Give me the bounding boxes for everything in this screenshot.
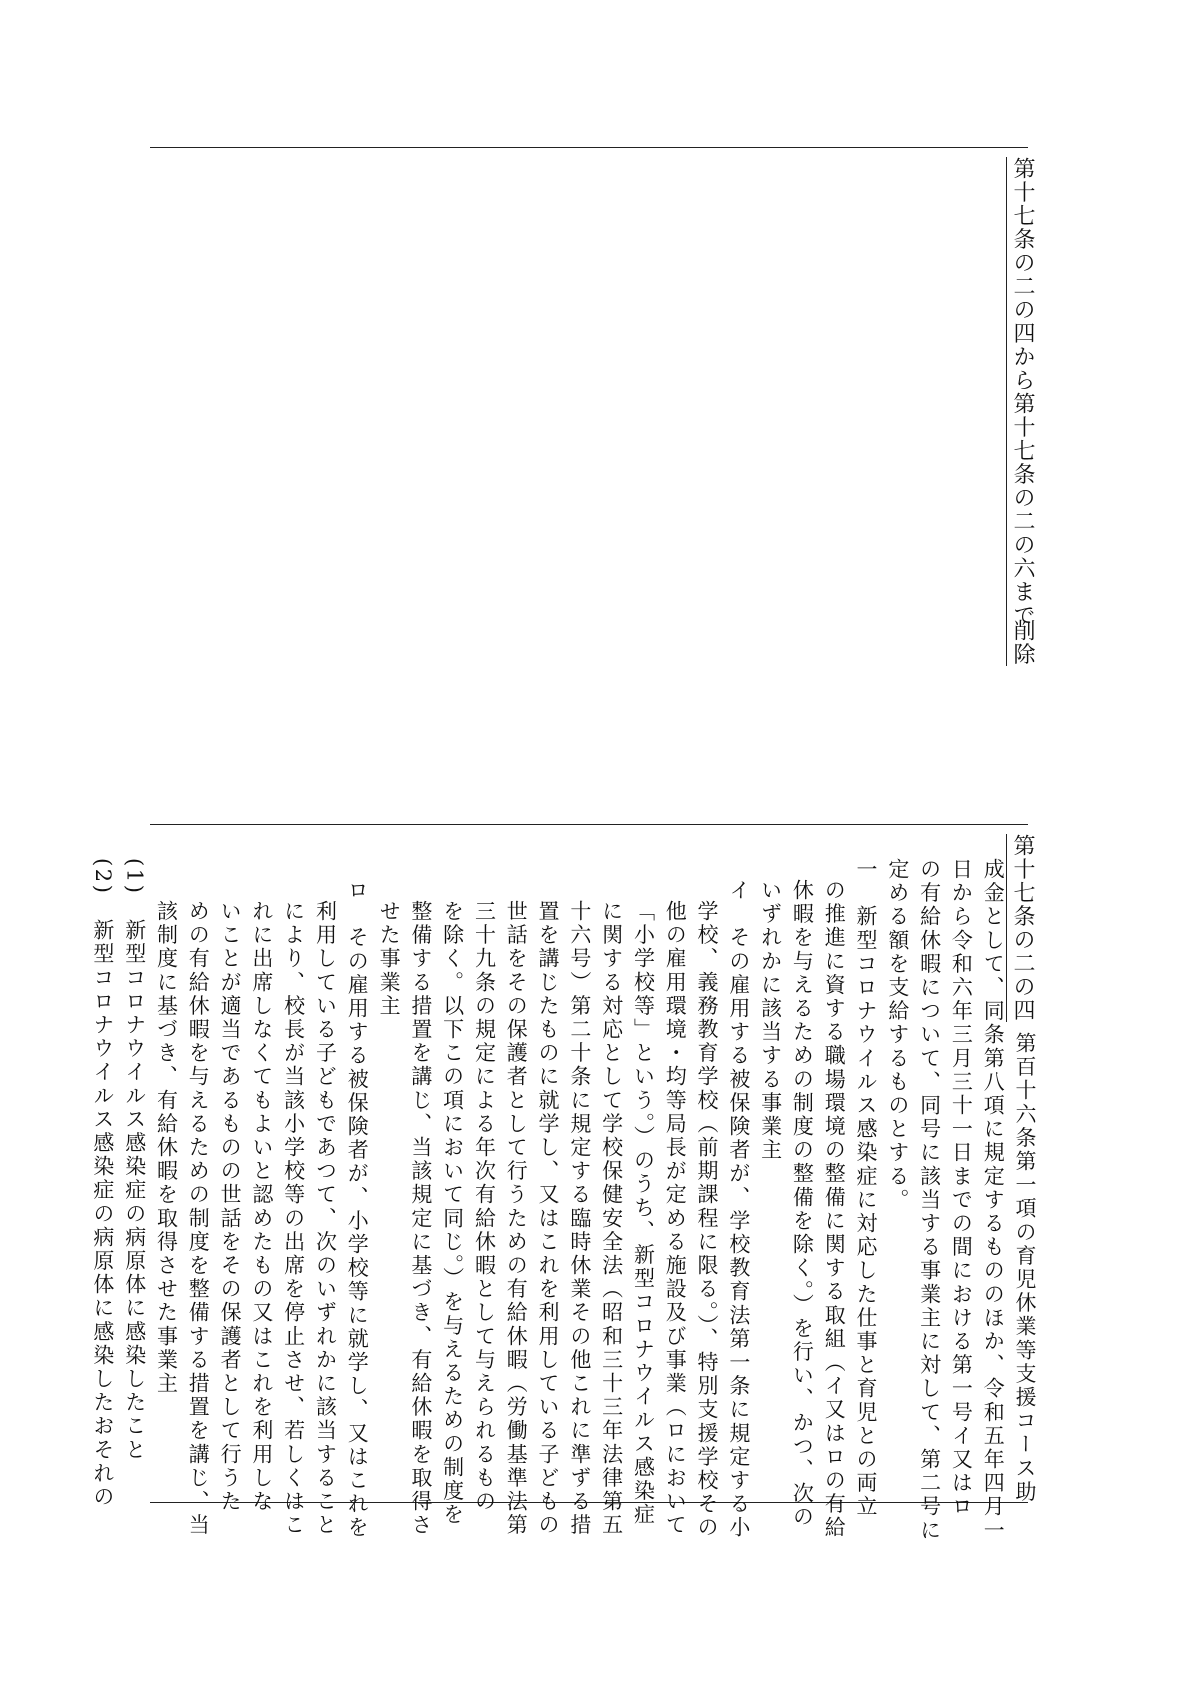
text-line: の推進に資する職場環境の整備に関する取組（イ又はロの有給 xyxy=(822,879,847,1540)
deleted-status: 削除 xyxy=(1006,619,1036,666)
text-line: 日から令和六年三月三十一日までの間における第一号イ又はロ xyxy=(949,858,974,1519)
text-line: 整備する措置を講じ、当該規定に基づき、有給休暇を取得さ xyxy=(408,900,433,1538)
item-i-line: イ その雇用する被保険者が、学校教育法第一条に規定する小 xyxy=(726,879,751,1540)
text-line: いずれかに該当する事業主 xyxy=(758,879,783,1163)
text-line: の有給休暇について、同号に該当する事業主に対して、第二号に xyxy=(917,858,942,1543)
text-line: 利用している子どもであつて、次のいずれかに該当すること xyxy=(313,900,338,1538)
text-line: 置を講じたものに就学し、又はこれを利用している子どもの xyxy=(536,900,561,1538)
text-line: 他の雇用環境・均等局長が定める施設及び事業（ロにおいて xyxy=(663,900,688,1538)
text-line: 三十九条の規定による年次有給休暇として与えられるもの xyxy=(472,900,497,1514)
section-heading-lower: 第十七条の二の四 xyxy=(1006,834,1036,1022)
text-line: により、校長が当該小学校等の出席を停止させ、若しくはこ xyxy=(281,900,306,1538)
text-line: 世話をその保護者として行うための有給休暇（労働基準法第 xyxy=(504,900,529,1538)
subitem-2-line: (2) 新型コロナウイルス感染症の病原体に感染したおそれの xyxy=(90,858,115,1510)
text-line: 十六号）第二十条に規定する臨時休業その他これに準ずる措 xyxy=(567,900,592,1538)
middle-rule xyxy=(150,824,1028,825)
text-line: めの有給休暇を与えるための制度を整備する措置を講じ、当 xyxy=(186,900,211,1538)
item-1-line: 一 新型コロナウイルス感染症に対応した仕事と育児との両立 xyxy=(854,858,879,1519)
text-line: 第百十六条第一項の育児休業等支援コース助 xyxy=(1013,1032,1037,1504)
text-line: せた事業主 xyxy=(377,900,402,1018)
text-line: れに出席しなくてもよいと認めたもの又はこれを利用しな xyxy=(249,900,274,1514)
item-ro-line: ロ その雇用する被保険者が、小学校等に就学し、又はこれを xyxy=(345,879,370,1540)
text-line: 該制度に基づき、有給休暇を取得させた事業主 xyxy=(154,900,179,1396)
subitem-1-line: (1) 新型コロナウイルス感染症の病原体に感染したこと xyxy=(122,858,147,1462)
text-line: 定める額を支給するものとする。 xyxy=(885,858,910,1212)
text-line: 休暇を与えるための制度の整備を除く。）を行い、かつ、次の xyxy=(790,879,815,1530)
text-line: を除く。以下この項において同じ。）を与えるための制度を xyxy=(440,900,465,1527)
text-line: 学校、義務教育学校（前期課程に限る。）、特別支援学校その xyxy=(695,900,720,1540)
text-line: に関する対応として学校保健安全法（昭和三十三年法律第五 xyxy=(599,900,624,1538)
article-body xyxy=(90,858,1040,1543)
text-line: 成金として、同条第八項に規定するもののほか、令和五年四月一 xyxy=(981,858,1006,1543)
text-line: いことが適当であるものの世話をその保護者として行うた xyxy=(218,900,243,1514)
text-line: 「小学校等」という。）のうち、新型コロナウイルス感染症 xyxy=(631,900,656,1527)
section-heading-upper: 第十七条の二の四から第十七条の二の六まで xyxy=(1006,157,1036,627)
top-rule xyxy=(150,147,1028,148)
